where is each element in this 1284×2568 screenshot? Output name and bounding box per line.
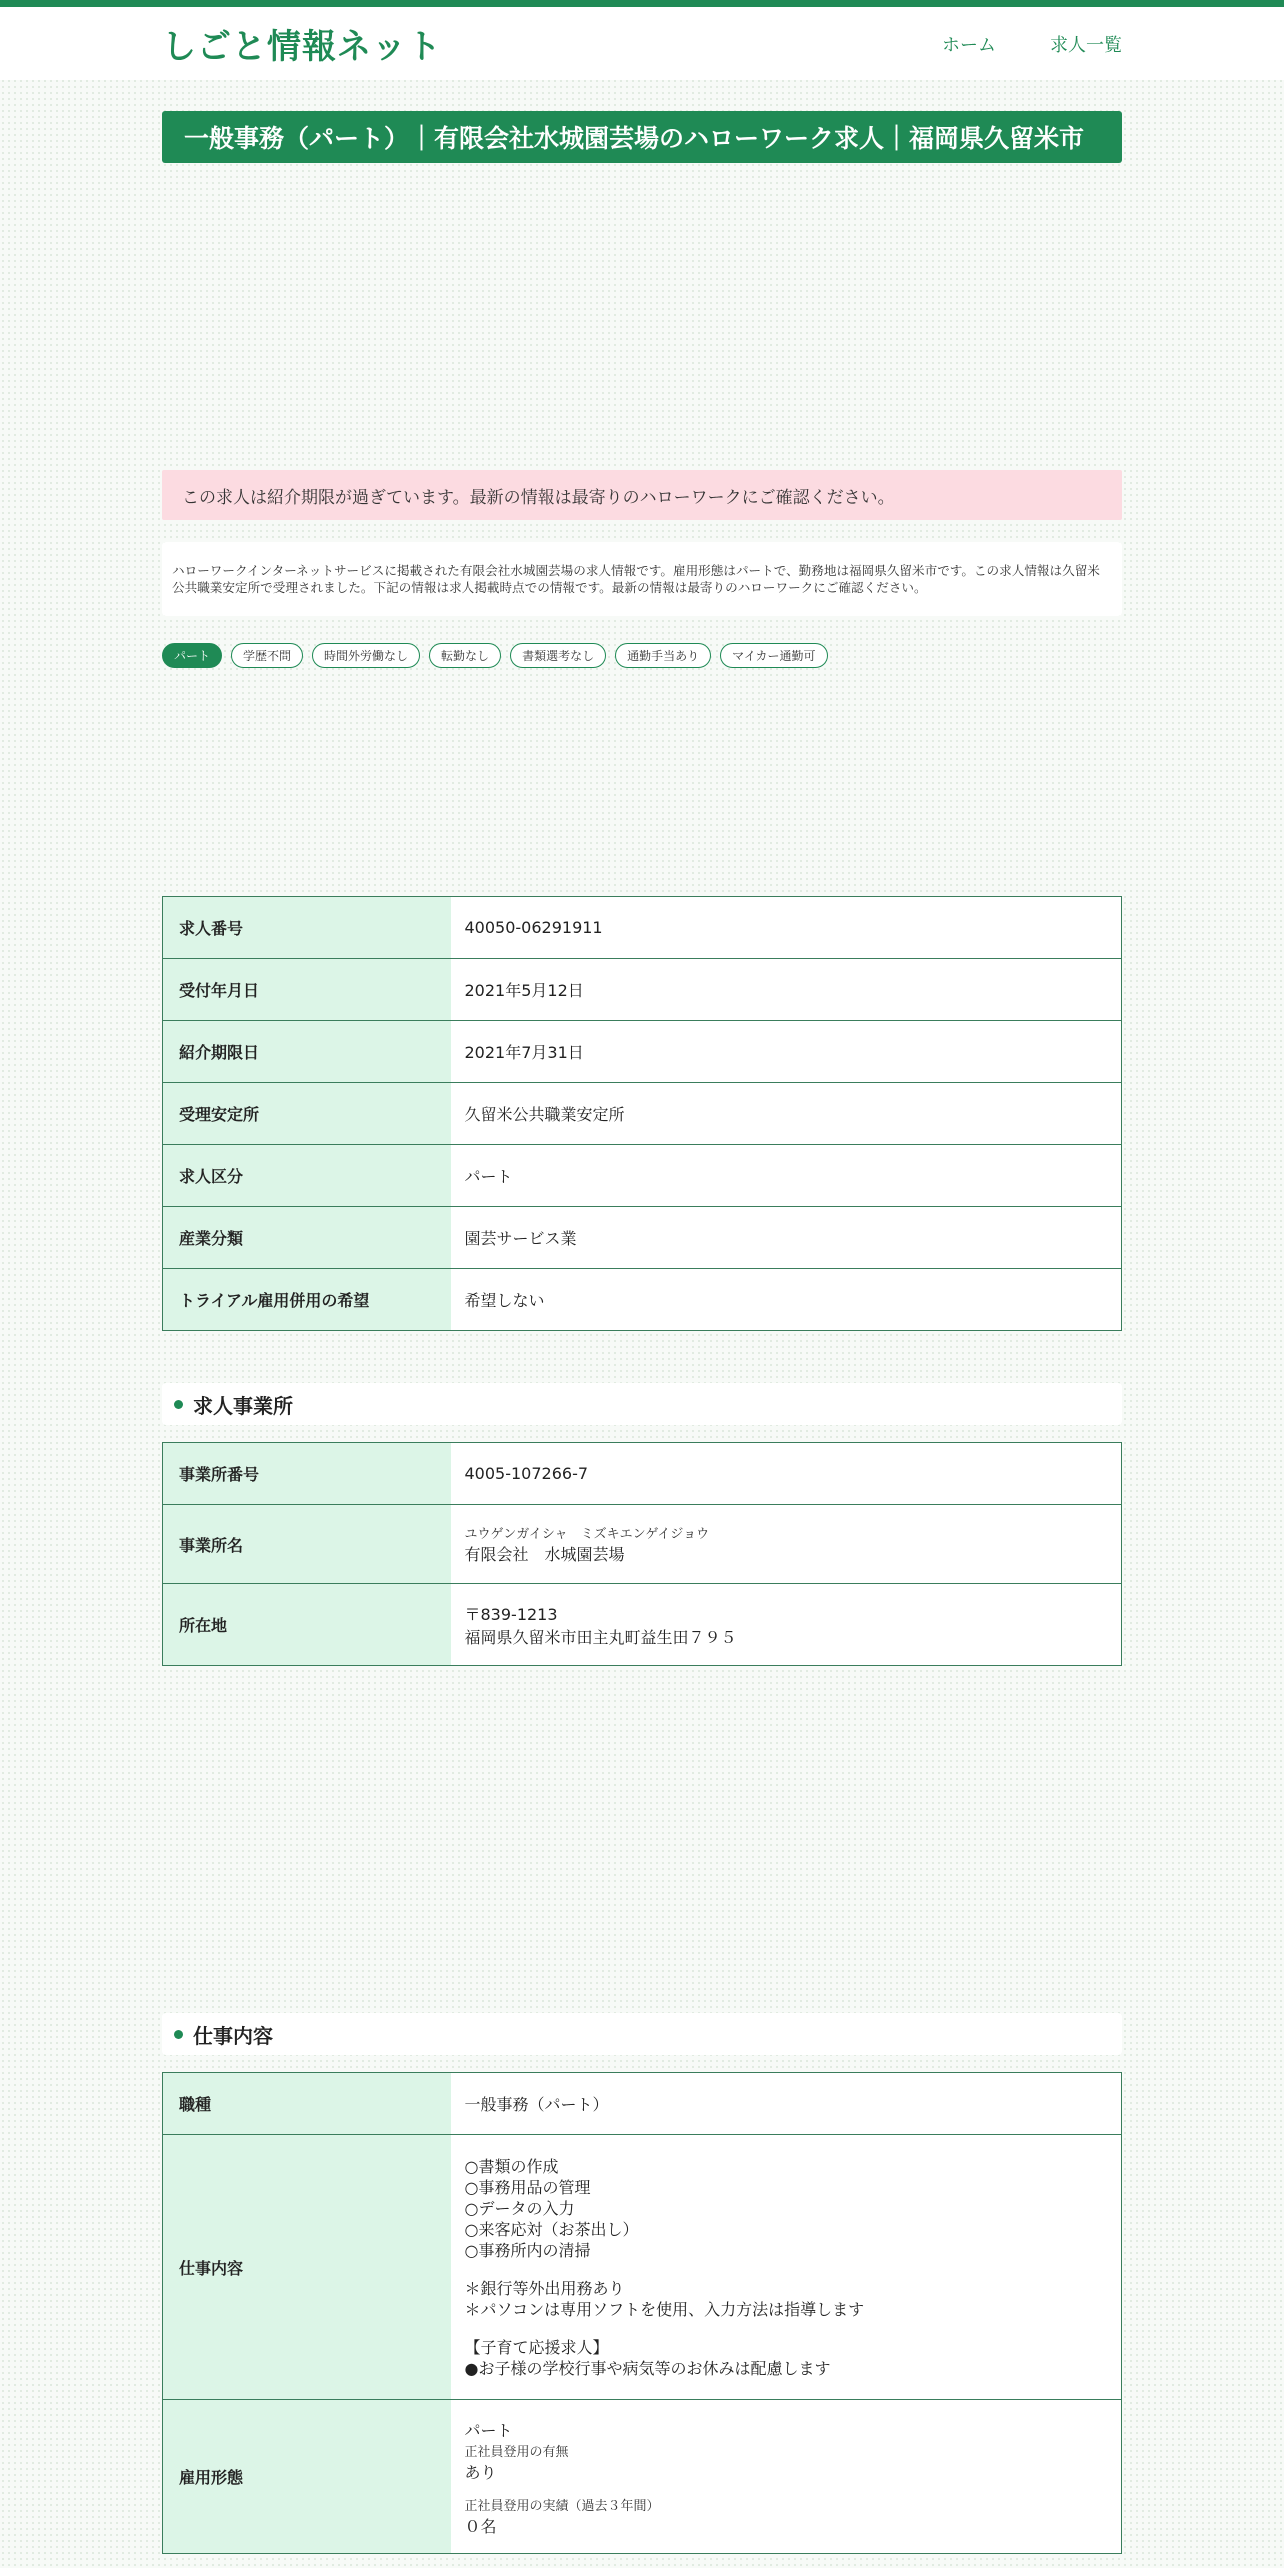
address: 福岡県久留米市田主丸町益生田７９５ (464, 1627, 737, 1647)
row-value (451, 2400, 1122, 2554)
tag-no-overtime[interactable]: 時間外労働なし (312, 643, 420, 668)
job-info-table (162, 2072, 1122, 2554)
ad-space (162, 668, 1122, 896)
row-key: 仕事内容 (163, 2135, 451, 2400)
row-key: 産業分類 (163, 1207, 451, 1269)
row-value (451, 1584, 1122, 1666)
table-row (163, 2073, 1122, 2135)
row-value (451, 2135, 1122, 2400)
basic-info-table (162, 896, 1122, 1331)
employment-type: パート (464, 2421, 513, 2440)
row-key: 事業所名 (163, 1505, 451, 1584)
company-name: 有限会社 水城園芸場 (464, 1545, 625, 1564)
row-key: 雇用形態 (163, 2400, 451, 2554)
table-row (163, 1443, 1122, 1505)
ad-space (162, 163, 1122, 470)
top-accent-bar (0, 0, 1284, 7)
tag-no-transfer[interactable]: 転勤なし (429, 643, 501, 668)
table-row (163, 1021, 1122, 1083)
regular-promotion-label: 正社員登用の有無 (464, 2445, 569, 2460)
site-header (0, 7, 1284, 80)
table-row (163, 1145, 1122, 1207)
childcare-support-note: 【子育て応援求人】 ●お子様の学校行事や病気等のお休みは配慮します (464, 2337, 831, 2378)
company-info-table (162, 1442, 1122, 1666)
table-row (163, 897, 1122, 959)
row-key: 求人番号 (163, 897, 451, 959)
table-row (163, 1207, 1122, 1269)
section-heading-company (162, 1383, 1122, 1425)
promotion-record-label: 正社員登用の実績（過去３年間） (464, 2499, 660, 2514)
table-row (163, 1083, 1122, 1145)
row-value: 40050-06291911 (451, 897, 1122, 959)
ad-space (162, 1666, 1122, 2013)
row-key: 求人区分 (163, 1145, 451, 1207)
bullet-dot-icon (174, 2030, 183, 2039)
tag-no-document-screening[interactable]: 書類選考なし (510, 643, 606, 668)
intro-text: ハローワークインターネットサービスに掲載された有限会社水城園芸場の求人情報です。雇用形態はパートで、勤務地は福岡県久留米市です。この求人情報は久留米公共職業安定所で受理されました。下記の情報は求人掲載時点での情報です。最新の情報は最寄りのハローワークにご確認ください。 (162, 542, 1122, 616)
table-row (163, 959, 1122, 1021)
table-row (163, 2135, 1122, 2400)
postal-code: 〒839-1213 (464, 1604, 558, 1624)
page-title: 一般事務（パート）｜有限会社水城園芸場のハローワーク求人｜福岡県久留米市 (162, 111, 1122, 163)
office-number: 4005-107266-7 (451, 1443, 1122, 1505)
row-key: トライアル雇用併用の希望 (163, 1269, 451, 1331)
tag-part-time[interactable]: パート (162, 643, 222, 668)
nav-home-link[interactable]: ホーム (942, 34, 996, 56)
section-title: 求人事業所 (193, 1393, 293, 1418)
tag-car-commute[interactable]: マイカー通勤可 (720, 643, 827, 668)
row-value: 一般事務（パート） (451, 2073, 1122, 2135)
site-logo[interactable]: しごと情報ネット (162, 27, 442, 67)
row-value: 2021年7月31日 (451, 1021, 1122, 1083)
nav-job-list-link[interactable]: 求人一覧 (1050, 34, 1122, 56)
table-row (163, 1505, 1122, 1584)
section-heading-job (162, 2013, 1122, 2055)
company-name-kana: ユウゲンガイシャ ミズキエンゲイジョウ (464, 1527, 710, 1542)
expired-alert: この求人は紹介期限が過ぎています。最新の情報は最寄りのハローワークにご確認ください。 (162, 470, 1122, 520)
tag-list (162, 643, 1122, 668)
tag-education[interactable]: 学歴不問 (231, 643, 303, 668)
row-key: 所在地 (163, 1584, 451, 1666)
row-value: 希望しない (451, 1269, 1122, 1331)
table-row (163, 2400, 1122, 2554)
table-row (163, 1584, 1122, 1666)
promotion-record-value: ０名 (464, 2517, 497, 2536)
row-value (451, 1505, 1122, 1584)
row-value: 園芸サービス業 (451, 1207, 1122, 1269)
bullet-dot-icon (174, 1400, 183, 1409)
job-duties: ○書類の作成 ○事務用品の管理 ○データの入力 ○来客応対（お茶出し） ○事務所内の清掃 (464, 2156, 639, 2260)
tag-commute-allowance[interactable]: 通勤手当あり (615, 643, 711, 668)
row-key: 紹介期限日 (163, 1021, 451, 1083)
row-value: 2021年5月12日 (451, 959, 1122, 1021)
row-value: パート (451, 1145, 1122, 1207)
main-nav (942, 31, 1122, 57)
row-value: 久留米公共職業安定所 (451, 1083, 1122, 1145)
row-key: 事業所番号 (163, 1443, 451, 1505)
regular-promotion-value: あり (464, 2463, 497, 2482)
job-notes: ＊銀行等外出用務あり ＊パソコンは専用ソフトを使用、入力方法は指導します (464, 2278, 865, 2319)
row-key: 職種 (163, 2073, 451, 2135)
section-title: 仕事内容 (193, 2023, 273, 2048)
row-key: 受理安定所 (163, 1083, 451, 1145)
table-row (163, 1269, 1122, 1331)
row-key: 受付年月日 (163, 959, 451, 1021)
